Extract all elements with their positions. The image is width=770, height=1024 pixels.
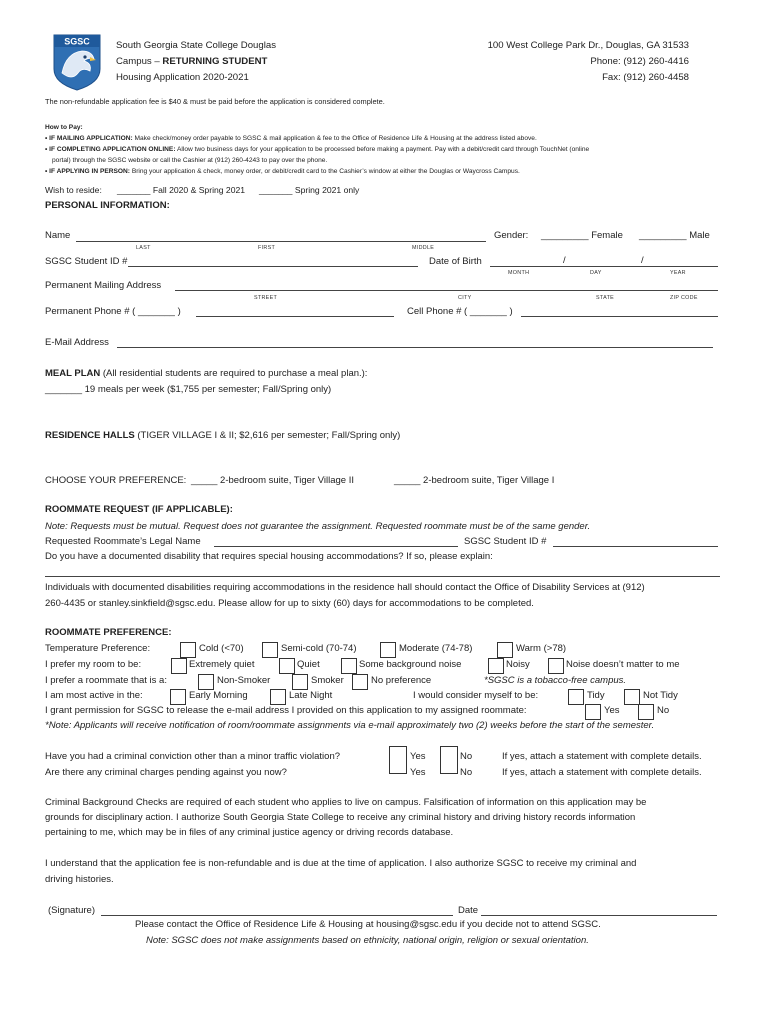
pay-online-2: portal) through the SGSC website or call the Cashier at (912) 260-4243 to pay over the phone.	[52, 157, 328, 164]
city-caption: CITY	[458, 295, 472, 301]
disability-info-2: 260-4435 or stanley.sinkfield@sgsc.edu. Please allow for up to sixty (60) days for accommodations to be completed.	[45, 598, 534, 609]
choose-preference-label: CHOOSE YOUR PREFERENCE:	[45, 475, 187, 486]
room-extremely-quiet-label: Extremely quiet	[189, 659, 255, 670]
perm-phone-label: Permanent Phone # ( _______ )	[45, 306, 181, 317]
meal-plan-heading: MEAL PLAN (All residential students are required to purchase a meal plan.):	[45, 368, 368, 379]
background-para-3: pertaining to me, which may be in files of any criminal justice agency or driving records database.	[45, 827, 454, 838]
early-morning-label: Early Morning	[189, 690, 248, 701]
zip-caption: ZIP CODE	[670, 295, 698, 301]
mailing-label: Permanent Mailing Address	[45, 280, 162, 291]
logo-text: SGSC	[64, 36, 90, 47]
gender-label: Gender:	[494, 230, 529, 241]
pay-mail: • IF MAILING APPLICATION: Make check/money order payable to SGSC & mail application & fee to the Office of Residence Life & Housing at the address listed above.	[45, 135, 537, 142]
permission-no-label: No	[657, 705, 670, 716]
smoke-no-pref-label: No preference	[371, 675, 432, 686]
name-last-caption: LAST	[136, 245, 151, 251]
tidy-label: I would consider myself to be:	[413, 690, 539, 701]
smoke-label: I prefer a roommate that is a:	[45, 675, 167, 686]
temp-moderate-label: Moderate (74-78)	[399, 643, 473, 654]
phone: Phone: (912) 260-4416	[590, 56, 689, 67]
disability-explanation-field[interactable]	[45, 576, 720, 577]
hall-option-village-1[interactable]: _____ 2-bedroom suite, Tiger Village I	[394, 475, 555, 486]
name-first-caption: FIRST	[258, 245, 276, 251]
perm-phone-field[interactable]	[196, 316, 394, 317]
email-field[interactable]	[117, 347, 713, 348]
fee-authorization-2: driving histories.	[45, 874, 114, 885]
early-morning-checkbox[interactable]	[170, 689, 186, 705]
room-noisy-checkbox[interactable]	[488, 658, 504, 674]
roommate-id-field[interactable]	[553, 546, 718, 547]
temp-label: Temperature Preference:	[45, 643, 151, 654]
permission-yes-checkbox[interactable]	[585, 704, 601, 720]
pay-person: • IF APPLYING IN PERSON: Bring your application & check, money order, or debit/credit card to the Cashier’s window at either the Douglas or Waycross Campus.	[45, 168, 520, 175]
criminal-q2-attach: If yes, attach a statement with complete details.	[502, 767, 702, 778]
criminal-q1-attach: If yes, attach a statement with complete details.	[502, 751, 702, 762]
non-smoker-checkbox[interactable]	[198, 674, 214, 690]
signature-label: (Signature)	[48, 905, 95, 916]
criminal-q2: Are there any criminal charges pending against you now?	[45, 767, 287, 778]
smoke-no-pref-checkbox[interactable]	[352, 674, 368, 690]
student-id-field[interactable]	[128, 266, 418, 267]
fee-authorization-1: I understand that the application fee is non-refundable and is due at the time of application. I also authorize SGSC to receive my criminal and	[45, 858, 637, 869]
dob-day-caption: DAY	[590, 270, 602, 276]
room-quiet-label: Quiet	[297, 659, 320, 670]
room-extremely-quiet-checkbox[interactable]	[171, 658, 187, 674]
reside-fall-spring[interactable]: _______ Fall 2020 & Spring 2021	[117, 185, 246, 195]
temp-warm-label: Warm (>78)	[516, 643, 567, 654]
signature-field[interactable]	[101, 915, 453, 916]
active-label: I am most active in the:	[45, 690, 143, 701]
dob-sep-1: /	[563, 255, 566, 266]
late-night-checkbox[interactable]	[270, 689, 286, 705]
state-caption: STATE	[596, 295, 615, 301]
name-middle-caption: MIDDLE	[412, 245, 435, 251]
tobacco-note: *SGSC is a tobacco-free campus.	[484, 675, 627, 686]
roommate-id-label: SGSC Student ID #	[464, 536, 547, 547]
criminal-q1-no-label: No	[460, 751, 473, 762]
pay-online: • IF COMPLETING APPLICATION ONLINE: Allow two business days for your application to be processed before making a payment. Pay with a debit/credit card through TouchNet (online	[45, 146, 590, 153]
campus-line: Campus – RETURNING STUDENT	[116, 56, 268, 67]
assignment-note: *Note: Applicants will receive notification of room/roommate assignments via e-mail approximately two (2) weeks before the start of the semester.	[45, 720, 655, 731]
room-noise-label: I prefer my room to be:	[45, 659, 142, 670]
mailing-field[interactable]	[175, 290, 718, 291]
non-smoker-label: Non-Smoker	[217, 675, 271, 686]
dob-month-caption: MONTH	[508, 270, 530, 276]
reside-spring-only[interactable]: _______ Spring 2021 only	[259, 185, 360, 195]
room-noise-doesnt-matter-label: Noise doesn’t matter to me	[566, 659, 680, 670]
background-para-2: grounds for disciplinary action. I authorize South Georgia State College to receive any criminal history and driving history records information	[45, 812, 636, 823]
fee-notice: The non-refundable application fee is $40 & must be paid before the application is considered complete.	[45, 97, 385, 106]
name-label: Name	[45, 230, 71, 241]
contact-notice: Please contact the Office of Residence Life & Housing at housing@sgsc.edu if you decide not to attend SGSC.	[135, 919, 601, 930]
permission-label: I grant permission for SGSC to release the e-mail address I provided on this application to my assigned roommate:	[45, 705, 527, 716]
how-to-pay-title: How to Pay:	[45, 124, 83, 131]
roommate-request-title: ROOMMATE REQUEST (IF APPLICABLE):	[45, 504, 233, 515]
personal-info-title: PERSONAL INFORMATION:	[45, 200, 170, 211]
sgsc-logo	[52, 33, 102, 91]
temp-cold-label: Cold (<70)	[199, 643, 244, 654]
gender-male[interactable]: _________ Male	[639, 230, 710, 241]
fax: Fax: (912) 260-4458	[602, 72, 689, 83]
reside-label: Wish to reside:	[45, 185, 102, 195]
email-label: E-Mail Address	[45, 337, 109, 348]
not-tidy-checkbox[interactable]	[624, 689, 640, 705]
smoker-checkbox[interactable]	[292, 674, 308, 690]
dob-year-caption: YEAR	[670, 270, 686, 276]
roommate-name-field[interactable]	[214, 546, 458, 547]
smoker-label: Smoker	[311, 675, 344, 686]
form-title: Housing Application 2020-2021	[116, 72, 249, 83]
roommate-pref-title: ROOMMATE PREFERENCE:	[45, 627, 172, 638]
temp-semicold-label: Semi-cold (70-74)	[281, 643, 357, 654]
criminal-q1: Have you had a criminal conviction other than a minor traffic violation?	[45, 751, 341, 762]
room-noisy-label: Noisy	[506, 659, 530, 670]
tidy-checkbox[interactable]	[568, 689, 584, 705]
criminal-q1-yes-label: Yes	[410, 751, 426, 762]
gender-female[interactable]: _________ Female	[541, 230, 623, 241]
criminal-q2-no-label: No	[460, 767, 473, 778]
background-para-1: Criminal Background Checks are required of each student who applies to live on campus. Falsification of information on this application may be	[45, 797, 647, 808]
temp-semicold-checkbox[interactable]	[262, 642, 278, 658]
temp-warm-checkbox[interactable]	[497, 642, 513, 658]
criminal-yes-checkbox[interactable]	[389, 746, 407, 774]
date-field[interactable]	[481, 915, 717, 916]
room-noise-doesnt-matter-checkbox[interactable]	[548, 658, 564, 674]
criminal-q2-yes-label: Yes	[410, 767, 426, 778]
permission-no-checkbox[interactable]	[638, 704, 654, 720]
room-quiet-checkbox[interactable]	[279, 658, 295, 674]
temp-cold-checkbox[interactable]	[180, 642, 196, 658]
room-background-checkbox[interactable]	[341, 658, 357, 674]
disability-info: Individuals with documented disabilities requiring accommodations in the residence hall should contact the Office of Disability Services at (912)	[45, 582, 645, 593]
not-tidy-label: Not Tidy	[643, 690, 678, 701]
dob-field[interactable]	[490, 266, 718, 267]
cell-phone-label: Cell Phone # ( _______ )	[407, 306, 513, 317]
date-label: Date	[458, 905, 479, 916]
late-night-label: Late Night	[289, 690, 333, 701]
dob-sep-2: /	[641, 255, 644, 266]
roommate-name-label: Requested Roommate’s Legal Name	[45, 536, 201, 547]
roommate-request-note: Note: Requests must be mutual. Request does not guarantee the assignment. Requested roommate must be of the same gender.	[45, 521, 591, 532]
hall-option-village-2[interactable]: _____ 2-bedroom suite, Tiger Village II	[191, 475, 355, 486]
name-field[interactable]	[76, 241, 486, 242]
student-id-label: SGSC Student ID #	[45, 256, 128, 267]
college-name: South Georgia State College Douglas	[116, 40, 276, 51]
temp-moderate-checkbox[interactable]	[380, 642, 396, 658]
residence-halls-heading: RESIDENCE HALLS (TIGER VILLAGE I & II; $2,616 per semester; Fall/Spring only)	[45, 430, 401, 441]
disability-question: Do you have a documented disability that requires special housing accommodations? If so, please explain:	[45, 551, 493, 562]
street-caption: STREET	[254, 295, 278, 301]
tidy-option-label: Tidy	[587, 690, 605, 701]
meal-plan-option[interactable]: _______ 19 meals per week ($1,755 per semester; Fall/Spring only)	[45, 384, 332, 395]
cell-phone-field[interactable]	[521, 316, 718, 317]
disclaimer: Note: SGSC does not make assignments based on ethnicity, national origin, religion or sexual orientation.	[146, 935, 589, 946]
criminal-no-checkbox[interactable]	[440, 746, 458, 774]
room-background-label: Some background noise	[359, 659, 462, 670]
address: 100 West College Park Dr., Douglas, GA 31533	[487, 40, 689, 51]
permission-yes-label: Yes	[604, 705, 620, 716]
dob-label: Date of Birth	[429, 256, 482, 267]
